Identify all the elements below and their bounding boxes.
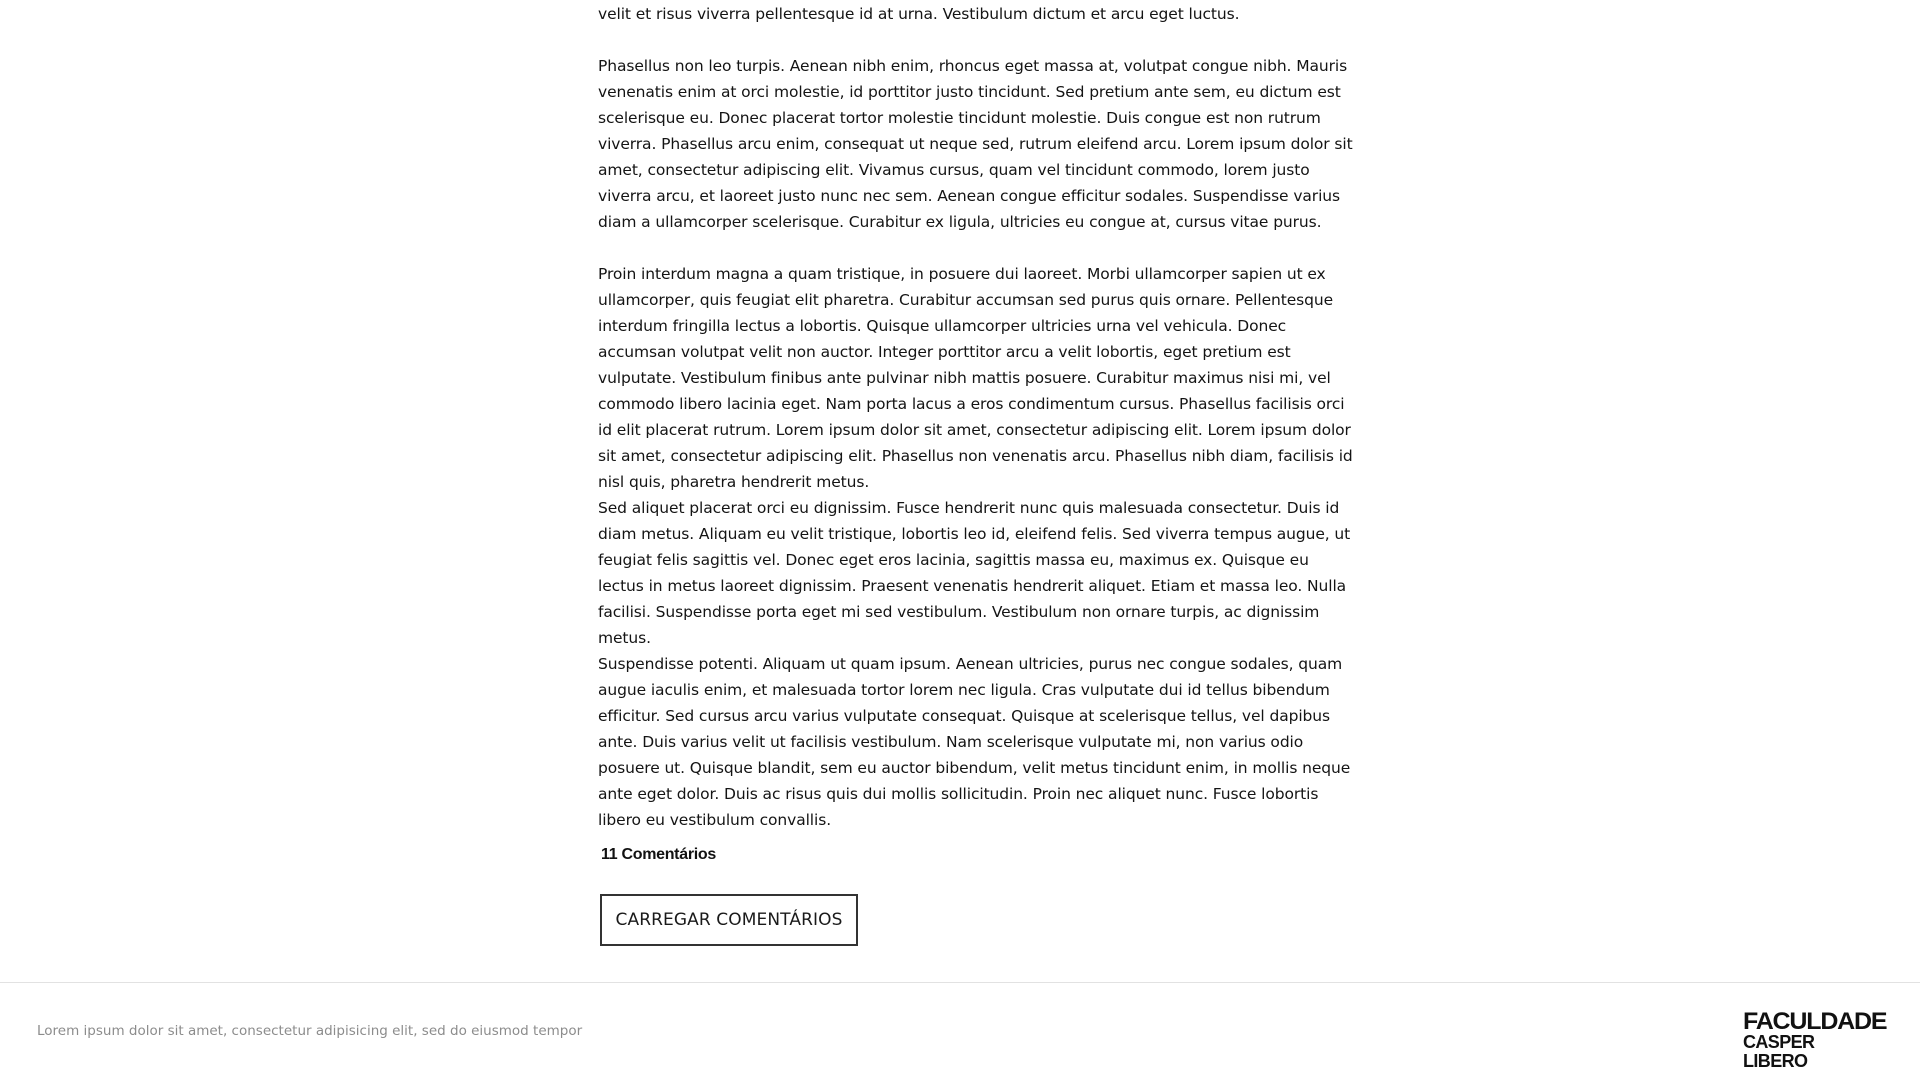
logo-line-1: FACULDADE	[1743, 1008, 1887, 1035]
load-comments-button[interactable]	[600, 894, 858, 946]
footer-text: Lorem ipsum dolor sit amet, consectetur adipisicing elit, sed do eiusmod tempor	[37, 1023, 583, 1039]
load-comments-button-label: CARREGAR COMENTÁRIOS	[615, 910, 843, 930]
article-paragraph: velit et risus viverra pellentesque id at urna. Vestibulum dictum et arcu eget luctus.	[598, 5, 1240, 23]
article-paragraph: Proin interdum magna a quam tristique, in posuere dui laoreet. Morbi ullamcorper sapien ut ex ullamcorper, quis feugiat elit pharetra. Curabitur accumsan sed purus quis ornare. Pellentesque interdum fringilla lectus a lobortis. Quisque ullamcorper ultricies urna vel vehicula. Donec accumsan volutpat velit non auctor. Integer porttitor arcu a velit lobortis, eget pretium est vulputate. Vestibulum finibus ante pulvinar nibh mattis posuere. Curabitur maximus nisi mi, vel commodo libero lacinia eget. Nam porta lacus a eros condimentum cursus. Phasellus facilisis orci id elit placerat rutrum. Lorem ipsum dolor sit amet, consectetur adipiscing elit. Lorem ipsum dolor sit amet, consectetur adipiscing elit. Phasellus non venenatis arcu. Phasellus nibh diam, facilisis id nisl quis, pharetra hendrerit metus.	[598, 265, 1353, 491]
article-paragraph: Sed aliquet placerat orci eu dignissim. Fusce hendrerit nunc quis malesuada consectetur. Duis id diam metus. Aliquam eu velit tristique, lobortis leo id, eleifend felis. Sed viverra tempus augue, ut feugiat felis sagittis vel. Donec eget eros lacinia, sagittis massa eu, maximus ex. Quisque eu lectus in metus laoreet dignissim. Praesent venenatis hendrerit aliquet. Etiam et massa leo. Nulla facilisi. Suspendisse porta eget mi sed vestibulum. Vestibulum non ornare turpis, ac dignissim metus.	[598, 499, 1351, 647]
article-paragraph: Suspendisse potenti. Aliquam ut quam ipsum. Aenean ultricies, purus nec congue sodales, quam augue iaculis enim, et malesuada tortor lorem nec ligula. Cras vulputate dui id tellus bibendum efficitur. Sed cursus arcu varius vulputate consequat. Quisque at scelerisque tellus, vel dapibus ante. Duis varius velit ut facilisis vestibulum. Nam scelerisque vulputate mi, non varius odio posuere ut. Quisque blandit, sem eu auctor bibendum, velit metus tincidunt enim, in mollis neque ante eget dolor. Duis ac risus quis dui mollis sollicitudin. Proin nec aliquet nunc. Fusce lobortis libero eu vestibulum convallis.	[598, 655, 1351, 829]
faculdade-casper-libero-logo[interactable]	[1743, 1008, 1887, 1071]
footer	[0, 982, 1920, 1080]
comments-count: 11 Comentários	[601, 846, 716, 863]
logo-line-2: CASPER LIBERO	[1743, 1032, 1815, 1071]
article-paragraph: Phasellus non leo turpis. Aenean nibh enim, rhoncus eget massa at, volutpat congue nibh. Mauris venenatis enim at orci molestie, id porttitor justo tincidunt. Sed pretium ante sem, eu dictum est scelerisque eu. Donec placerat tortor molestie tincidunt molestie. Duis congue est non rutrum viverra. Phasellus arcu enim, consequat ut neque sed, rutrum eleifend arcu. Lorem ipsum dolor sit amet, consectetur adipiscing elit. Vivamus cursus, quam vel tincidunt commodo, lorem justo viverra arcu, et laoreet justo nunc nec sem. Aenean congue efficitur sodales. Suspendisse varius diam a ullamcorper scelerisque. Curabitur ex ligula, ultricies eu congue at, cursus vitae purus.	[598, 57, 1353, 231]
